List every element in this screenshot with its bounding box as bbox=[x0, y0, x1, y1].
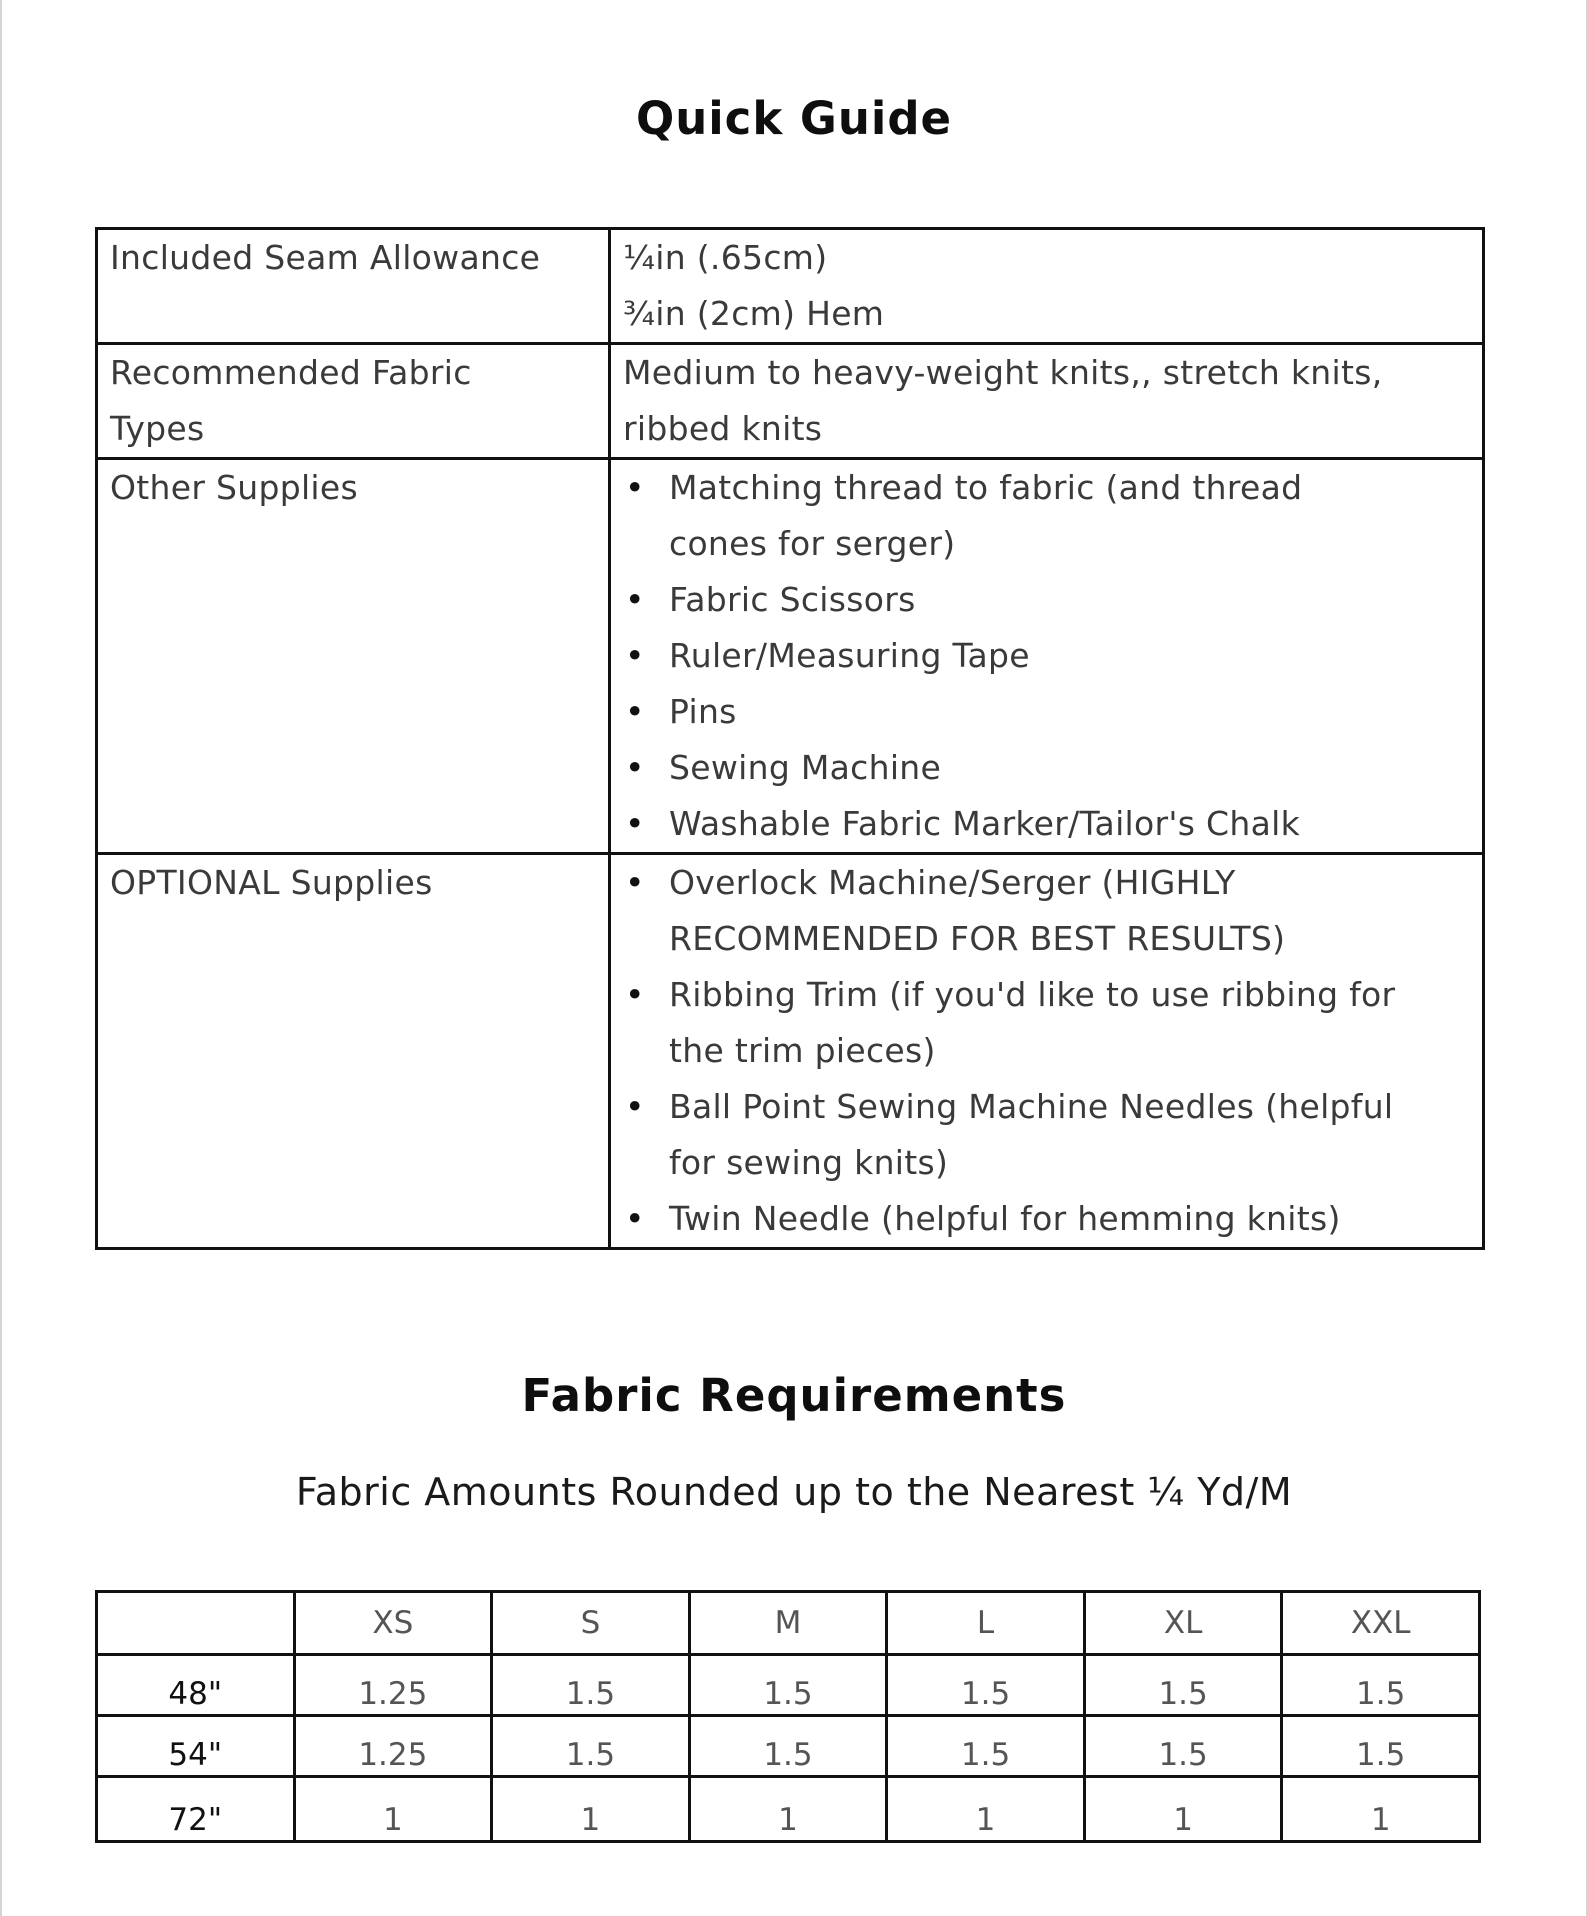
yardage-cell: 1.5 bbox=[1282, 1716, 1480, 1777]
fabric-width-label: 54" bbox=[97, 1716, 295, 1777]
list-item-text: • Ball Point Sewing Machine Needles (helpful bbox=[669, 1087, 1394, 1126]
fabric-requirements-title: Fabric Requirements bbox=[521, 1369, 1067, 1422]
fabric-types-label-line: Types bbox=[110, 409, 205, 448]
table-row bbox=[97, 1777, 1480, 1842]
fabric-types-label-line: Recommended Fabric bbox=[110, 353, 472, 392]
fabric-types-value bbox=[610, 344, 1484, 459]
list-item-text: • Sewing Machine bbox=[669, 748, 942, 787]
list-item-text: for sewing knits) bbox=[669, 1143, 949, 1182]
seam-allowance-value-line: ¾in (2cm) Hem bbox=[623, 294, 885, 333]
list-item bbox=[623, 796, 1470, 852]
optional-supplies-row bbox=[97, 854, 1484, 1249]
yardage-cell: 1.5 bbox=[689, 1655, 887, 1716]
seam-allowance-row bbox=[97, 229, 1484, 344]
size-header: M bbox=[689, 1592, 887, 1655]
list-item-text: RECOMMENDED FOR BEST RESULTS) bbox=[669, 919, 1286, 958]
list-item bbox=[623, 628, 1470, 684]
size-header: XS bbox=[294, 1592, 492, 1655]
yardage-cell: 1 bbox=[1084, 1777, 1282, 1842]
yardage-cell: 1.5 bbox=[887, 1716, 1085, 1777]
list-item-text: • Matching thread to fabric (and thread bbox=[669, 468, 1303, 507]
fabric-types-label bbox=[97, 344, 610, 459]
other-supplies-list-cell bbox=[610, 459, 1484, 854]
quick-guide-title: Quick Guide bbox=[635, 92, 953, 145]
list-item bbox=[623, 740, 1470, 796]
list-item bbox=[623, 855, 1470, 967]
table-row bbox=[97, 1655, 1480, 1716]
fabric-types-row bbox=[97, 344, 1484, 459]
table-row bbox=[97, 1716, 1480, 1777]
yardage-cell: 1.25 bbox=[294, 1716, 492, 1777]
other-supplies-label bbox=[97, 459, 610, 854]
list-item bbox=[623, 967, 1470, 1079]
list-item bbox=[623, 1079, 1470, 1191]
optional-supplies-label-text: OPTIONAL Supplies bbox=[110, 863, 433, 902]
yardage-cell: 1.5 bbox=[1282, 1655, 1480, 1716]
list-item bbox=[623, 684, 1470, 740]
yardage-cell: 1 bbox=[887, 1777, 1085, 1842]
quick-guide-table bbox=[95, 227, 1485, 1250]
seam-allowance-value-line: ¼in (.65cm) bbox=[623, 238, 828, 277]
size-header: XXL bbox=[1282, 1592, 1480, 1655]
size-header: S bbox=[492, 1592, 690, 1655]
list-item-text: • Fabric Scissors bbox=[669, 580, 916, 619]
other-supplies-list bbox=[623, 460, 1470, 852]
page-edge-left bbox=[0, 0, 2, 1916]
yardage-cell: 1 bbox=[492, 1777, 690, 1842]
seam-allowance-label bbox=[97, 229, 610, 344]
list-item-text: • Twin Needle (helpful for hemming knits) bbox=[669, 1199, 1341, 1238]
yardage-cell: 1 bbox=[1282, 1777, 1480, 1842]
optional-supplies-list bbox=[623, 855, 1470, 1247]
yardage-cell: 1 bbox=[294, 1777, 492, 1842]
list-item-text: • Overlock Machine/Serger (HIGHLY bbox=[669, 863, 1236, 902]
fabric-width-label: 48" bbox=[97, 1655, 295, 1716]
list-item-text: • Washable Fabric Marker/Tailor's Chalk bbox=[669, 804, 1300, 843]
other-supplies-label-text: Other Supplies bbox=[110, 468, 358, 507]
yardage-cell: 1 bbox=[689, 1777, 887, 1842]
other-supplies-row bbox=[97, 459, 1484, 854]
list-item-text: • Pins bbox=[669, 692, 737, 731]
fabric-requirements-subtitle: Fabric Amounts Rounded up to the Nearest ¼ Yd/M bbox=[295, 1470, 1293, 1514]
list-item-text: • Ruler/Measuring Tape bbox=[669, 636, 1030, 675]
size-header: XL bbox=[1084, 1592, 1282, 1655]
list-item-text: the trim pieces) bbox=[669, 1031, 936, 1070]
optional-supplies-label bbox=[97, 854, 610, 1249]
size-header-row bbox=[97, 1592, 1480, 1655]
list-item bbox=[623, 572, 1470, 628]
fabric-width-label: 72" bbox=[97, 1777, 295, 1842]
fabric-types-value-line: Medium to heavy-weight knits,, stretch knits, bbox=[623, 353, 1383, 392]
seam-allowance-value bbox=[610, 229, 1484, 344]
corner-cell bbox=[97, 1592, 295, 1655]
fabric-requirements-table bbox=[95, 1590, 1481, 1843]
yardage-cell: 1.25 bbox=[294, 1655, 492, 1716]
yardage-cell: 1.5 bbox=[1084, 1655, 1282, 1716]
yardage-cell: 1.5 bbox=[1084, 1716, 1282, 1777]
list-item bbox=[623, 460, 1470, 572]
fabric-types-value-line: ribbed knits bbox=[623, 409, 823, 448]
list-item bbox=[623, 1191, 1470, 1247]
list-item-text: cones for serger) bbox=[669, 524, 956, 563]
size-header: L bbox=[887, 1592, 1085, 1655]
yardage-cell: 1.5 bbox=[887, 1655, 1085, 1716]
optional-supplies-list-cell bbox=[610, 854, 1484, 1249]
yardage-cell: 1.5 bbox=[689, 1716, 887, 1777]
yardage-cell: 1.5 bbox=[492, 1655, 690, 1716]
yardage-cell: 1.5 bbox=[492, 1716, 690, 1777]
seam-allowance-label-text: Included Seam Allowance bbox=[110, 238, 541, 277]
list-item-text: • Ribbing Trim (if you'd like to use ribbing for bbox=[669, 975, 1396, 1014]
